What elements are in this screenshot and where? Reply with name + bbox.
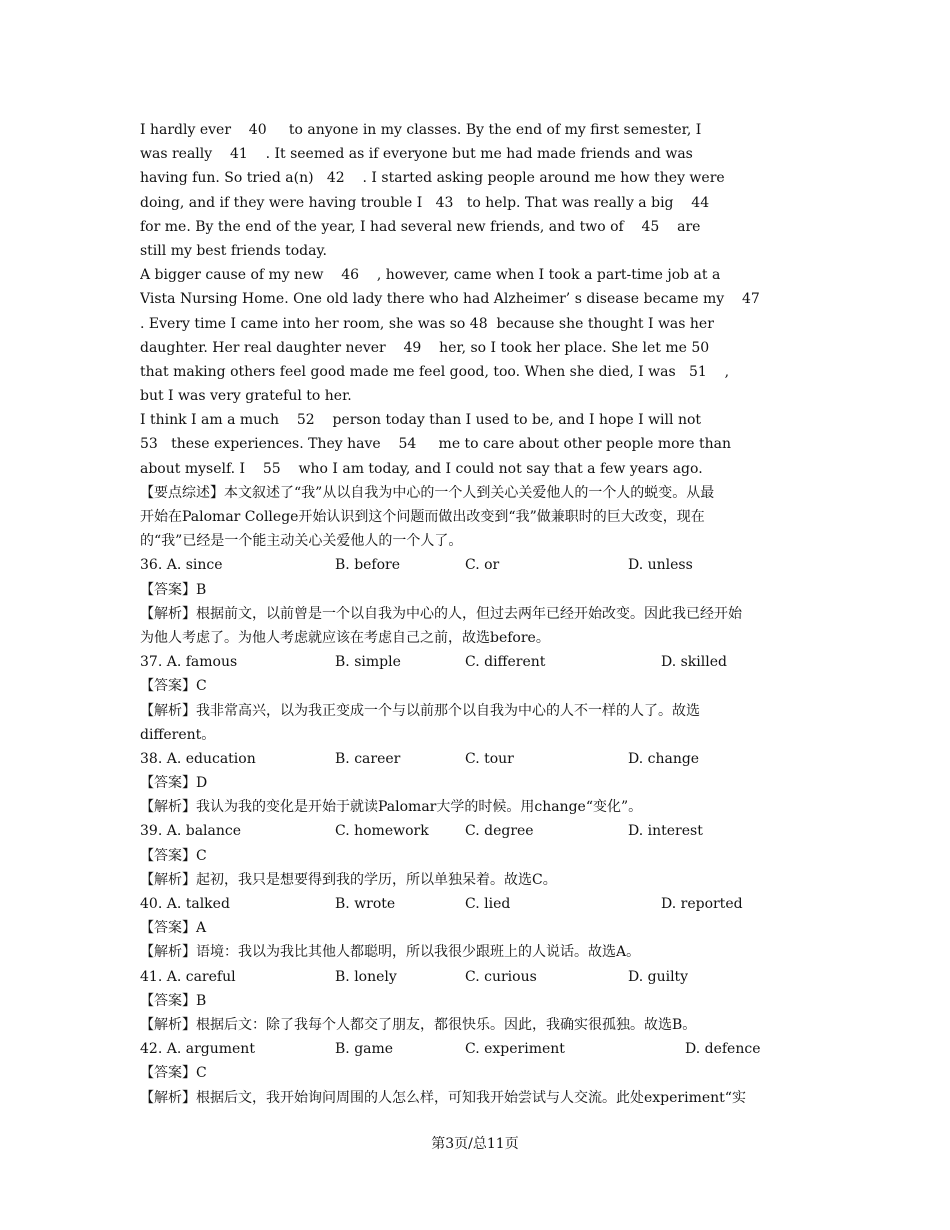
analysis-line: 【解析】根据后文，我开始询问周围的人怎么样，可知我开始尝试与人交流。此处experiment“实 [140, 1089, 746, 1106]
options-row [140, 892, 810, 916]
page-content [140, 118, 810, 1110]
passage-line: 53 these experiences. They have 54 me to care about other people more than [140, 436, 731, 453]
page-footer: 第3页/总11页 [431, 1136, 519, 1152]
analysis-line: 【解析】根据前文，以前曾是一个以自我为中心的人，但过去两年已经开始改变。因此我已经开始 [140, 605, 742, 622]
option-a: 40. A. talked [140, 896, 230, 912]
option-d: D. guilty [628, 968, 689, 985]
question-38 [140, 747, 810, 820]
option-d: D. reported [661, 896, 743, 912]
passage-line: A bigger cause of my new 46 , however, came when I took a part-time job at a [140, 267, 721, 284]
option-c: C. lied [465, 896, 511, 912]
summary-line: 开始在Palomar College开始认识到这个问题而做出改变到“我”做兼职时的巨大改变，现在 [140, 509, 705, 525]
options-row [140, 965, 810, 989]
passage-line: still my best friends today. [140, 242, 327, 259]
passage-line: having fun. So tried a(n) 42 . I started asking people around me how they were [140, 170, 725, 187]
option-b: B. career [335, 750, 401, 767]
analysis-line: 【解析】我非常高兴，以为我正变成一个与以前那个以自我为中心的人不一样的人了。故选 [140, 702, 700, 719]
option-b: B. lonely [335, 968, 397, 985]
option-c: C. or [465, 557, 500, 574]
passage [140, 118, 810, 481]
option-b: B. simple [335, 654, 401, 671]
option-a: 38. A. education [140, 750, 256, 767]
option-d: D. unless [628, 557, 693, 574]
passage-line: Vista Nursing Home. One old lady there who had Alzheimer’ s disease became my 47 [140, 291, 760, 308]
options-row [140, 1037, 810, 1061]
summary [140, 481, 810, 554]
analysis-line: 【解析】我认为我的变化是开始于就读Palomar大学的时候。用change“变化”。 [140, 799, 643, 816]
answer: 【答案】C [140, 1065, 207, 1082]
question-40 [140, 892, 810, 965]
option-a: 39. A. balance [140, 823, 242, 840]
answer: 【答案】C [140, 678, 207, 695]
passage-line: that making others feel good made me feel good, too. When she died, I was 51 , [140, 363, 730, 380]
answer: 【答案】B [140, 992, 207, 1009]
passage-line: for me. By the end of the year, I had several new friends, and two of 45 are [140, 218, 701, 235]
passage-line: was really 41 . It seemed as if everyone but me had made friends and was [140, 146, 693, 163]
summary-line: 的“我”已经是一个能主动关心关爱他人的一个人了。 [140, 533, 463, 550]
option-c: C. different [465, 654, 546, 671]
passage-line: doing, and if they were having trouble I 43 to help. That was really a big 44 [140, 194, 710, 211]
option-b: C. homework [335, 823, 429, 840]
options-row [140, 650, 810, 674]
answer: 【答案】C [140, 847, 207, 864]
question-37 [140, 650, 810, 747]
options-row [140, 747, 810, 771]
analysis-line: different。 [140, 726, 216, 743]
analysis-line: 【解析】根据后文：除了我每个人都交了朋友，都很快乐。因此，我确实很孤独。故选B。 [140, 1016, 697, 1033]
passage-line: about myself. I 55 who I am today, and I could not say that a few years ago. [140, 460, 703, 477]
answer: 【答案】A [140, 920, 207, 937]
passage-line: daughter. Her real daughter never 49 her, so I took her place. She let me 50 [140, 339, 710, 356]
option-c: C. curious [465, 968, 537, 985]
question-41 [140, 965, 810, 1038]
question-36 [140, 553, 810, 650]
option-d: D. skilled [661, 654, 727, 671]
passage-line: . Every time I came into her room, she was so 48 because she thought I was her [140, 315, 714, 332]
passage-line: I hardly ever 40 to anyone in my classes. By the end of my first semester, I [140, 122, 702, 138]
option-a: 36. A. since [140, 557, 223, 574]
option-c: C. degree [465, 823, 534, 840]
options-row [140, 553, 810, 577]
analysis-line: 【解析】语境：我以为我比其他人都聪明，所以我很少跟班上的人说话。故选A。 [140, 944, 641, 961]
answer: 【答案】D [140, 775, 208, 792]
options-row [140, 819, 810, 843]
option-d: D. change [628, 750, 700, 767]
option-b: B. before [335, 557, 401, 574]
option-a: 42. A. argument [140, 1041, 255, 1058]
option-c: C. experiment [465, 1041, 565, 1058]
option-d: D. interest [628, 823, 703, 840]
option-c: C. tour [465, 750, 514, 767]
summary-line: 【要点综述】本文叙述了“我”从以自我为中心的一个人到关心关爱他人的一个人的蜕变。从最 [140, 484, 715, 501]
option-b: B. wrote [335, 896, 396, 912]
option-a: 41. A. careful [140, 968, 236, 985]
question-39 [140, 819, 810, 892]
question-42 [140, 1037, 810, 1110]
answer: 【答案】B [140, 581, 207, 598]
option-b: B. game [335, 1041, 394, 1058]
analysis-line: 为他人考虑了。为他人考虑就应该在考虑自己之前，故选before。 [140, 629, 550, 646]
passage-line: I think I am a much 52 person today than I used to be, and I hope I will not [140, 412, 702, 429]
analysis-line: 【解析】起初，我只是想要得到我的学历，所以单独呆着。故选C。 [140, 871, 557, 888]
option-d: D. defence [685, 1041, 761, 1058]
passage-line: but I was very grateful to her. [140, 388, 352, 405]
option-a: 37. A. famous [140, 654, 238, 671]
